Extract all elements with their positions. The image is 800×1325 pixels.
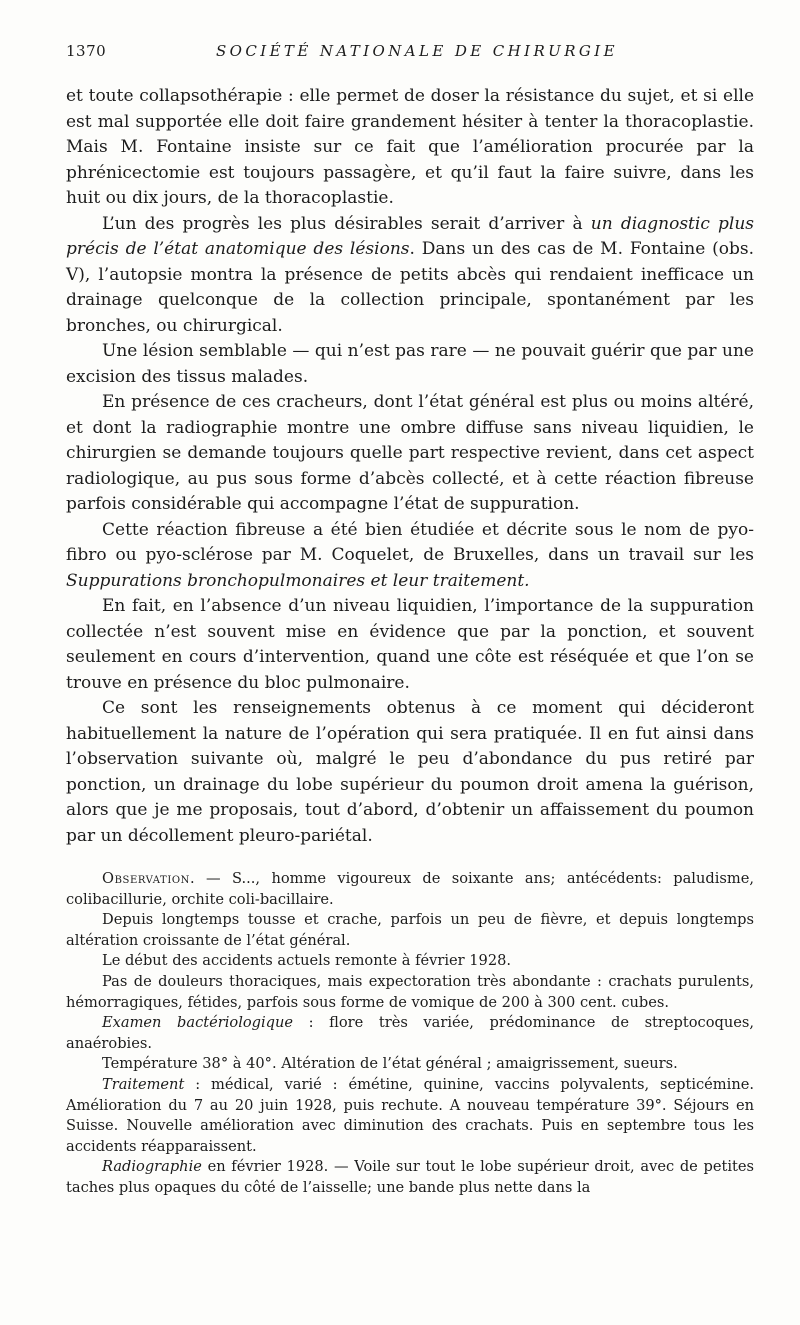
observation-label: Observation [102,870,191,887]
bacteriology-heading: Examen bactériologique [102,1014,294,1032]
paragraph-4: En présence de ces cracheurs, dont l’état général est plus ou moins altéré, et dont la radiographie montre une ombre diffuse sans niveau liquidien, le chirurgien se demande toujours quelle part respective revient, dans cet aspect radiologique, au pus sous forme d’abcès collecté, et à cette réaction fibreuse parfois considérable qui accompagne l’état de suppuration. [66,392,754,514]
paragraph-6: En fait, en l’absence d’un niveau liquidien, l’importance de la suppuration collectée n’est souvent mise en évidence que par la ponction, et souvent seulement en cours d’intervention, quand une côte est réséquée et que l’on se trouve en présence du bloc pulmonaire. [66,596,754,693]
page-number: 1370 [66,42,107,60]
paragraph-2-text-a: L’un des progrès les plus désirables serait d’arriver à [102,213,591,234]
paragraph-1: et toute collapsothérapie : elle permet de doser la résistance du sujet, et si elle est mal supportée elle doit faire grandement hésiter à tenter la thoracoplastie. Mais M. Fontaine insiste sur ce fait que l’amélioration procurée par la phrénicectomie est toujours passagère, et qu’il faut la faire suivre, dans les huit ou dix jours, de la thoracoplastie. [66,86,754,208]
paragraph-3: Une lésion semblable — qui n’est pas rare — ne pouvait guérir que par une excision des tissus malades. [66,341,754,387]
observation-temperature: Température 38° à 40°. Altération de l’état général ; amaigrissement, sueurs. [102,1055,678,1073]
paragraph-7: Ce sont les renseignements obtenus à ce moment qui décideront habituellement la nature de l’opération qui sera pratiquée. Il en fut ainsi dans l’observation suivante où, malgré le peu d’abondance du pus retiré par ponction, un drainage du lobe supérieur du poumon droit amena la guérison, alors que je me proposais, tout d’abord, d’obtenir un affaissement du poumon par un décollement pleuro-pariétal. [66,698,754,846]
paragraph-5 [66,518,754,595]
treatment-heading: Traitement [102,1075,185,1093]
observation-intro [66,869,754,910]
observation-intro-text: . — S..., homme vigoureux de soixante ans; antécédents: paludisme, colibacillurie, orchite coli-bacillaire. [66,870,754,908]
observation-onset: Le début des accidents actuels remonte à février 1928. [102,952,512,970]
paragraph-2-text-b: . Dans un des cas de M. Fontaine (obs. V), l’autopsie montra la présence de petits abcès qui rendaient inefficace un drainage quelconque de la collection principale, spontanément par les bronches, ou chirurgical. [66,239,754,336]
running-title: SOCIÉTÉ NATIONALE DE CHIRURGIE [216,42,618,60]
main-text [66,84,754,849]
page-header [66,42,754,66]
observation-bacteriology [66,1013,754,1054]
observation-section [66,869,754,1199]
paragraph-5-emphasis: Suppurations bronchopulmonaires et leur traitement. [66,570,530,591]
paragraph-2-emphasis: un diagnostic plus précis de l’état anatomique des lésions [66,213,755,259]
observation-history: Depuis longtemps tousse et crache, parfois un peu de fièvre, et depuis longtemps altération croissante de l’état général. [66,911,754,949]
observation-symptoms: Pas de douleurs thoraciques, mais expectoration très abondante : crachats purulents, hémorragiques, fétides, parfois sous forme de vomique de 200 à 300 cent. cubes. [66,972,754,1011]
bacteriology-text: : flore très variée, prédominance de streptocoques, anaérobies. [66,1014,754,1052]
observation-radiography [66,1157,754,1198]
paragraph-5-text: Cette réaction fibreuse a été bien étudiée et décrite sous le nom de pyo-fibro ou pyo-sclérose par M. Coquelet, de Bruxelles, dans un travail sur les [66,519,754,565]
radiography-heading: Radiographie [102,1158,202,1176]
paragraph-2 [66,212,754,340]
observation-treatment [66,1075,754,1157]
treatment-text: : médical, varié : émétine, quinine, vaccins polyvalents, septicémine. Amélioration du 7 au 20 juin 1928, puis rechute. A nouveau température 39°. Séjours en Suisse. Nouvelle amélioration avec diminution des crachats. Puis en septembre tous les accidents réapparaissent. [66,1075,754,1155]
radiography-text: en février 1928. — Voile sur tout le lobe supérieur droit, avec de petites taches plus opaques du côté de l’aisselle; une bande plus nette dans la [66,1158,754,1196]
